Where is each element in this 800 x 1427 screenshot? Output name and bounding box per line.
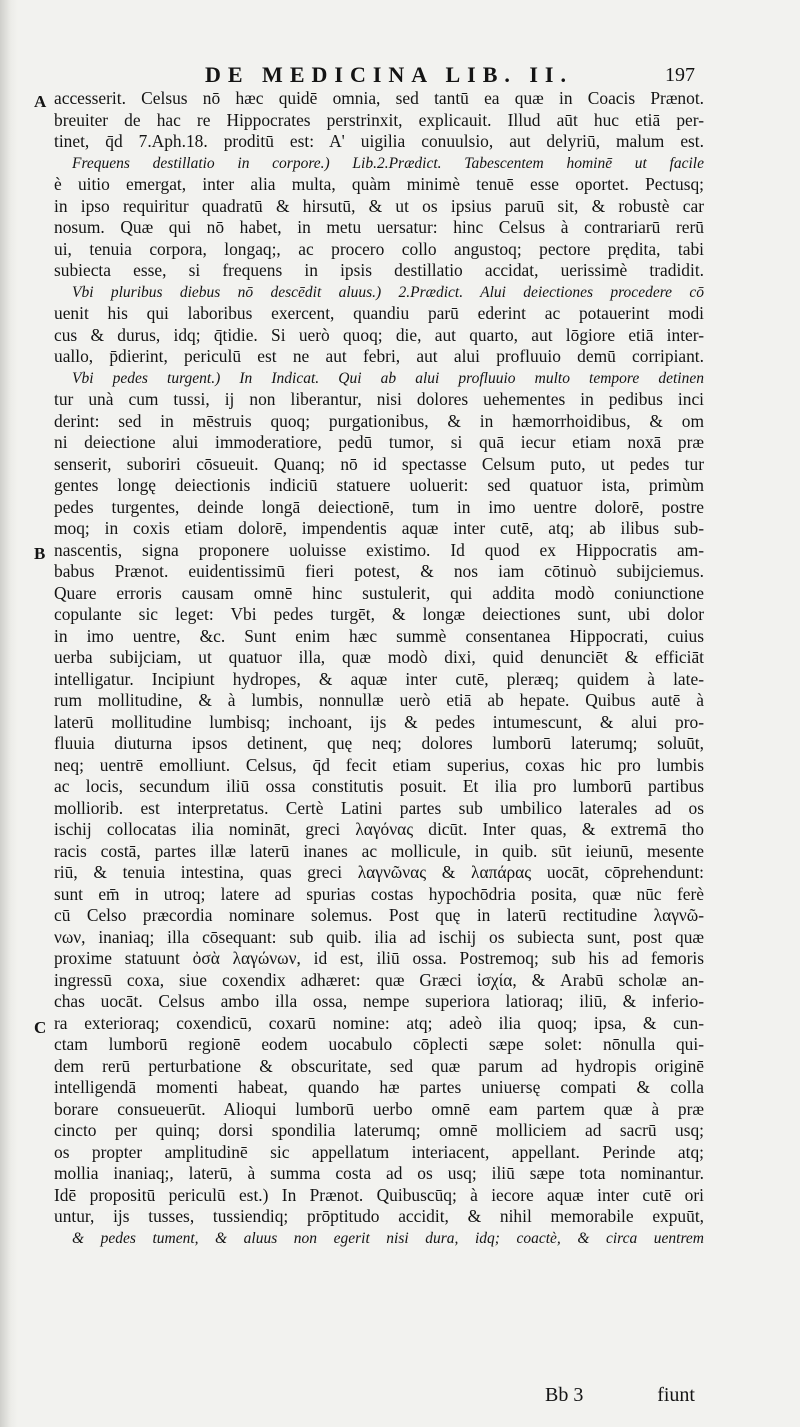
text-line: nosum. Quæ qui nō habet, in metu uersatur: hinc Celsus à contrariarū rerū [54, 217, 704, 237]
page-gutter-shadow [0, 0, 18, 1427]
running-head: DE MEDICINA LIB. II. [205, 62, 573, 87]
text-line: tinet, q̄d 7.Aph.18. proditū est: A' uigilia conuulsio, aut delyriū, malum est. [54, 131, 704, 151]
page-footer [545, 1384, 695, 1407]
text-line: babus Prænot. euidentissimū fieri potest, & nos iam cōtinuò subijciemus. [54, 561, 704, 581]
text-line-lemma: Vbi pedes turgent.) In Indicat. Qui ab alui profluuio multo tempore detinen [72, 369, 704, 387]
body-text [54, 88, 704, 1292]
text-line: pedes turgentes, deinde longā deiectionē, tum in imo uentre dolorē, postre [54, 496, 704, 517]
margin-letter-b: B [34, 544, 46, 563]
text-line: copulante sic leget: Vbi pedes turgēt, & longæ deiectiones sunt, ubi dolor [54, 604, 704, 624]
text-line: Idē propositū periculū est.) In Prænot. Quibuscūq; à iecore aquæ inter cutē ori [54, 1184, 704, 1205]
text-line: dem rerū perturbatione & obscuritate, sed quæ parum ad hydropis originē [54, 1055, 704, 1076]
text-line: uallo, p̄dierint, periculū est ne aut febri, aut alui profluuio demū corripiant. [54, 346, 704, 366]
margin-letter-a: A [34, 92, 47, 111]
text-line: cincto per quinq; dorsi spondilia laterumq; omnē molliciem ad sacrū usq; [54, 1120, 704, 1140]
text-line: borare consueuerūt. Alioqui lumborū uerbo omnē eam partem quæ à præ [54, 1098, 704, 1119]
text-line: ni deiectione alui immoderatiore, pedū tumor, si quā iecur etiam noxā præ [54, 432, 704, 452]
text-line: ischij collocatas ilia nomināt, greci λαγόνας dicūt. Inter quas, & extremā tho [54, 819, 704, 839]
text-line: uerba subijciam, ut quatuor illa, quæ modò dixi, quid denunciēt & efficiāt [54, 647, 704, 667]
text-line: untur, ijs tusses, tussiendiq; prōptitudo accidit, & nihil memorabile expuūt, [54, 1206, 704, 1226]
text-line: cus & durus, idq; q̄tidie. Si uerò quoq; die, aut quarto, aut lōgiore etiā inter- [54, 324, 704, 345]
text-line: os propter amplitudinē sic appellatum interiacent, appellant. Perinde atq; [54, 1141, 704, 1162]
text-line-lemma: & pedes tument, & aluus non egerit nisi dura, idq; coactè, & circa uentrem [72, 1229, 704, 1247]
text-line: accesserit. Celsus nō hæc quidē omnia, sed tantū ea quæ in Coacis Prænot. [54, 88, 704, 108]
text-line: ctam lumborū regionē eodem uocabulo cōplecti sæpe solet: nōnulla qui- [54, 1034, 704, 1054]
text-line: laterū mollitudine lumbisq; inchoant, ijs & pedes intumescunt, & alui pro- [54, 711, 704, 732]
text-line: mollia inaniaq;, laterū, à summa costa ad os usq; iliū sæpe tota nominantur. [54, 1163, 704, 1183]
text-line: riū, & tenuia intestina, quas greci λαγνῶνας & λαπάρας uocāt, cōprehendunt: [54, 862, 704, 882]
page-number: 197 [665, 64, 695, 86]
text-line: derint: sed in mēstruis quoq; purgationibus, & in hæmorrhoidibus, & om [54, 410, 704, 431]
text-line: gentes longę deiectionis indiciū statuere uoluerit: sed quatuor ista, primùm [54, 475, 704, 495]
text-line: in ipso requiritur quadratū & hirsutū, & ut os ipsius paruū sit, & robustè car [54, 195, 704, 216]
text-line: subiecta esse, si frequens in ipsis destillatio accidat, uerissimè tradidit. [54, 260, 704, 280]
text-line: ingressū coxa, siue coxendix adhæret: quæ Græci ἰσχία, & Arabū scholæ an- [54, 969, 704, 990]
text-line: molliorib. est interpretatus. Certè Latini partes sub umbilico laterales ad os [54, 797, 704, 818]
text-line: nascentis, signa proponere uoluisse existimo. Id quod ex Hippocratis am- [54, 539, 704, 560]
text-line: in imo uentre, &c. Sunt enim hæc summè consentanea Hippocrati, cuius [54, 625, 704, 646]
text-line: è uitio emergat, inter alia multa, quàm minimè tenuē esse oportet. Pectusq; [54, 174, 704, 194]
text-line: ra exterioraq; coxendicū, coxarū nomine: atq; adeò ilia quoq; ipsa, & cun- [54, 1012, 704, 1033]
margin-letter-c: C [34, 1018, 47, 1037]
text-line: senserit, suboriri cōsueuit. Quanq; nō id spectasse Celsum puto, ut pedes tur [54, 453, 704, 474]
text-line: fluuia diuturna ipsos detinent, quę neq; dolores lumborū laterumq; soluūt, [54, 733, 704, 753]
catchword: fiunt [657, 1384, 695, 1406]
text-line-lemma: Vbi pluribus diebus nō descēdit aluus.) 2.Prædict. Alui deiectiones procedere cō [72, 283, 704, 301]
text-line [54, 1249, 704, 1271]
text-line: intelligendā momenti habeat, quando hæ partes uniuersę compati & colla [54, 1077, 704, 1097]
text-line: chas uocāt. Celsus ambo illa ossa, nempe superiora latioraq; iliū, & inferio- [54, 991, 704, 1011]
text-line: proxime statuunt ὀσὰ λαγώνων, id est, iliū ossa. Postremoq; sub his ad femoris [54, 948, 704, 968]
text-line: intelligatur. Incipiunt hydropes, & aquæ inter cutē, pleræq; quidem à late- [54, 668, 704, 689]
text-line: Quare erroris causam omnē hinc sustulerit, qui addita modò coniunctione [54, 582, 704, 603]
text-line: moq; in coxis etiam dolorē, impendentis aquæ inter cutē, atq; ab ilibus sub- [54, 518, 704, 538]
text-line: breuiter de hac re Hippocrates perstrinxit, explicauit. Illud aūt huc etiā per- [54, 109, 704, 130]
text-line: cū Celso præcordia nominare solemus. Post quę in laterū rectitudine λαγνῶ- [54, 905, 704, 925]
text-line [54, 1271, 704, 1293]
text-line: νων, inaniaq; illa cōsequant: sub quib. ilia ad ischij os subiecta sunt, post quæ [54, 926, 704, 947]
signature-mark: Bb 3 [545, 1384, 584, 1406]
text-line: uenit his qui laboribus exercent, quandiu parū ederint ac potauerint modi [54, 303, 704, 323]
text-line: sunt em̄ in utroq; latere ad spurias costas hypochōdria posita, quæ nūc ferè [54, 883, 704, 904]
text-line-lemma: Frequens destillatio in corpore.) Lib.2.Prædict. Tabescentem hominē ut facile [72, 154, 704, 172]
text-line: tur unà cum tussi, ij non liberantur, nisi dolores uehementes in pedibus inci [54, 389, 704, 409]
text-line: racis costā, partes illæ laterū inanes ac mollicule, in quib. sūt ieiunū, mesente [54, 840, 704, 861]
text-line: rum mollitudine, & à lumbis, nonnullæ uerò etiā ab hepate. Quibus autē à [54, 690, 704, 710]
text-line: neq; uentrē emolliunt. Celsus, q̄d fecit etiam superius, coxas hic pro lumbis [54, 754, 704, 775]
text-line: ac locis, secundum iliū ossa constitutis posuit. Et ilia pro lumborū partibus [54, 776, 704, 796]
text-line: ui, tenuia corpora, longaq;, ac procero collo angustoq; pectore prędita, tabi [54, 238, 704, 259]
